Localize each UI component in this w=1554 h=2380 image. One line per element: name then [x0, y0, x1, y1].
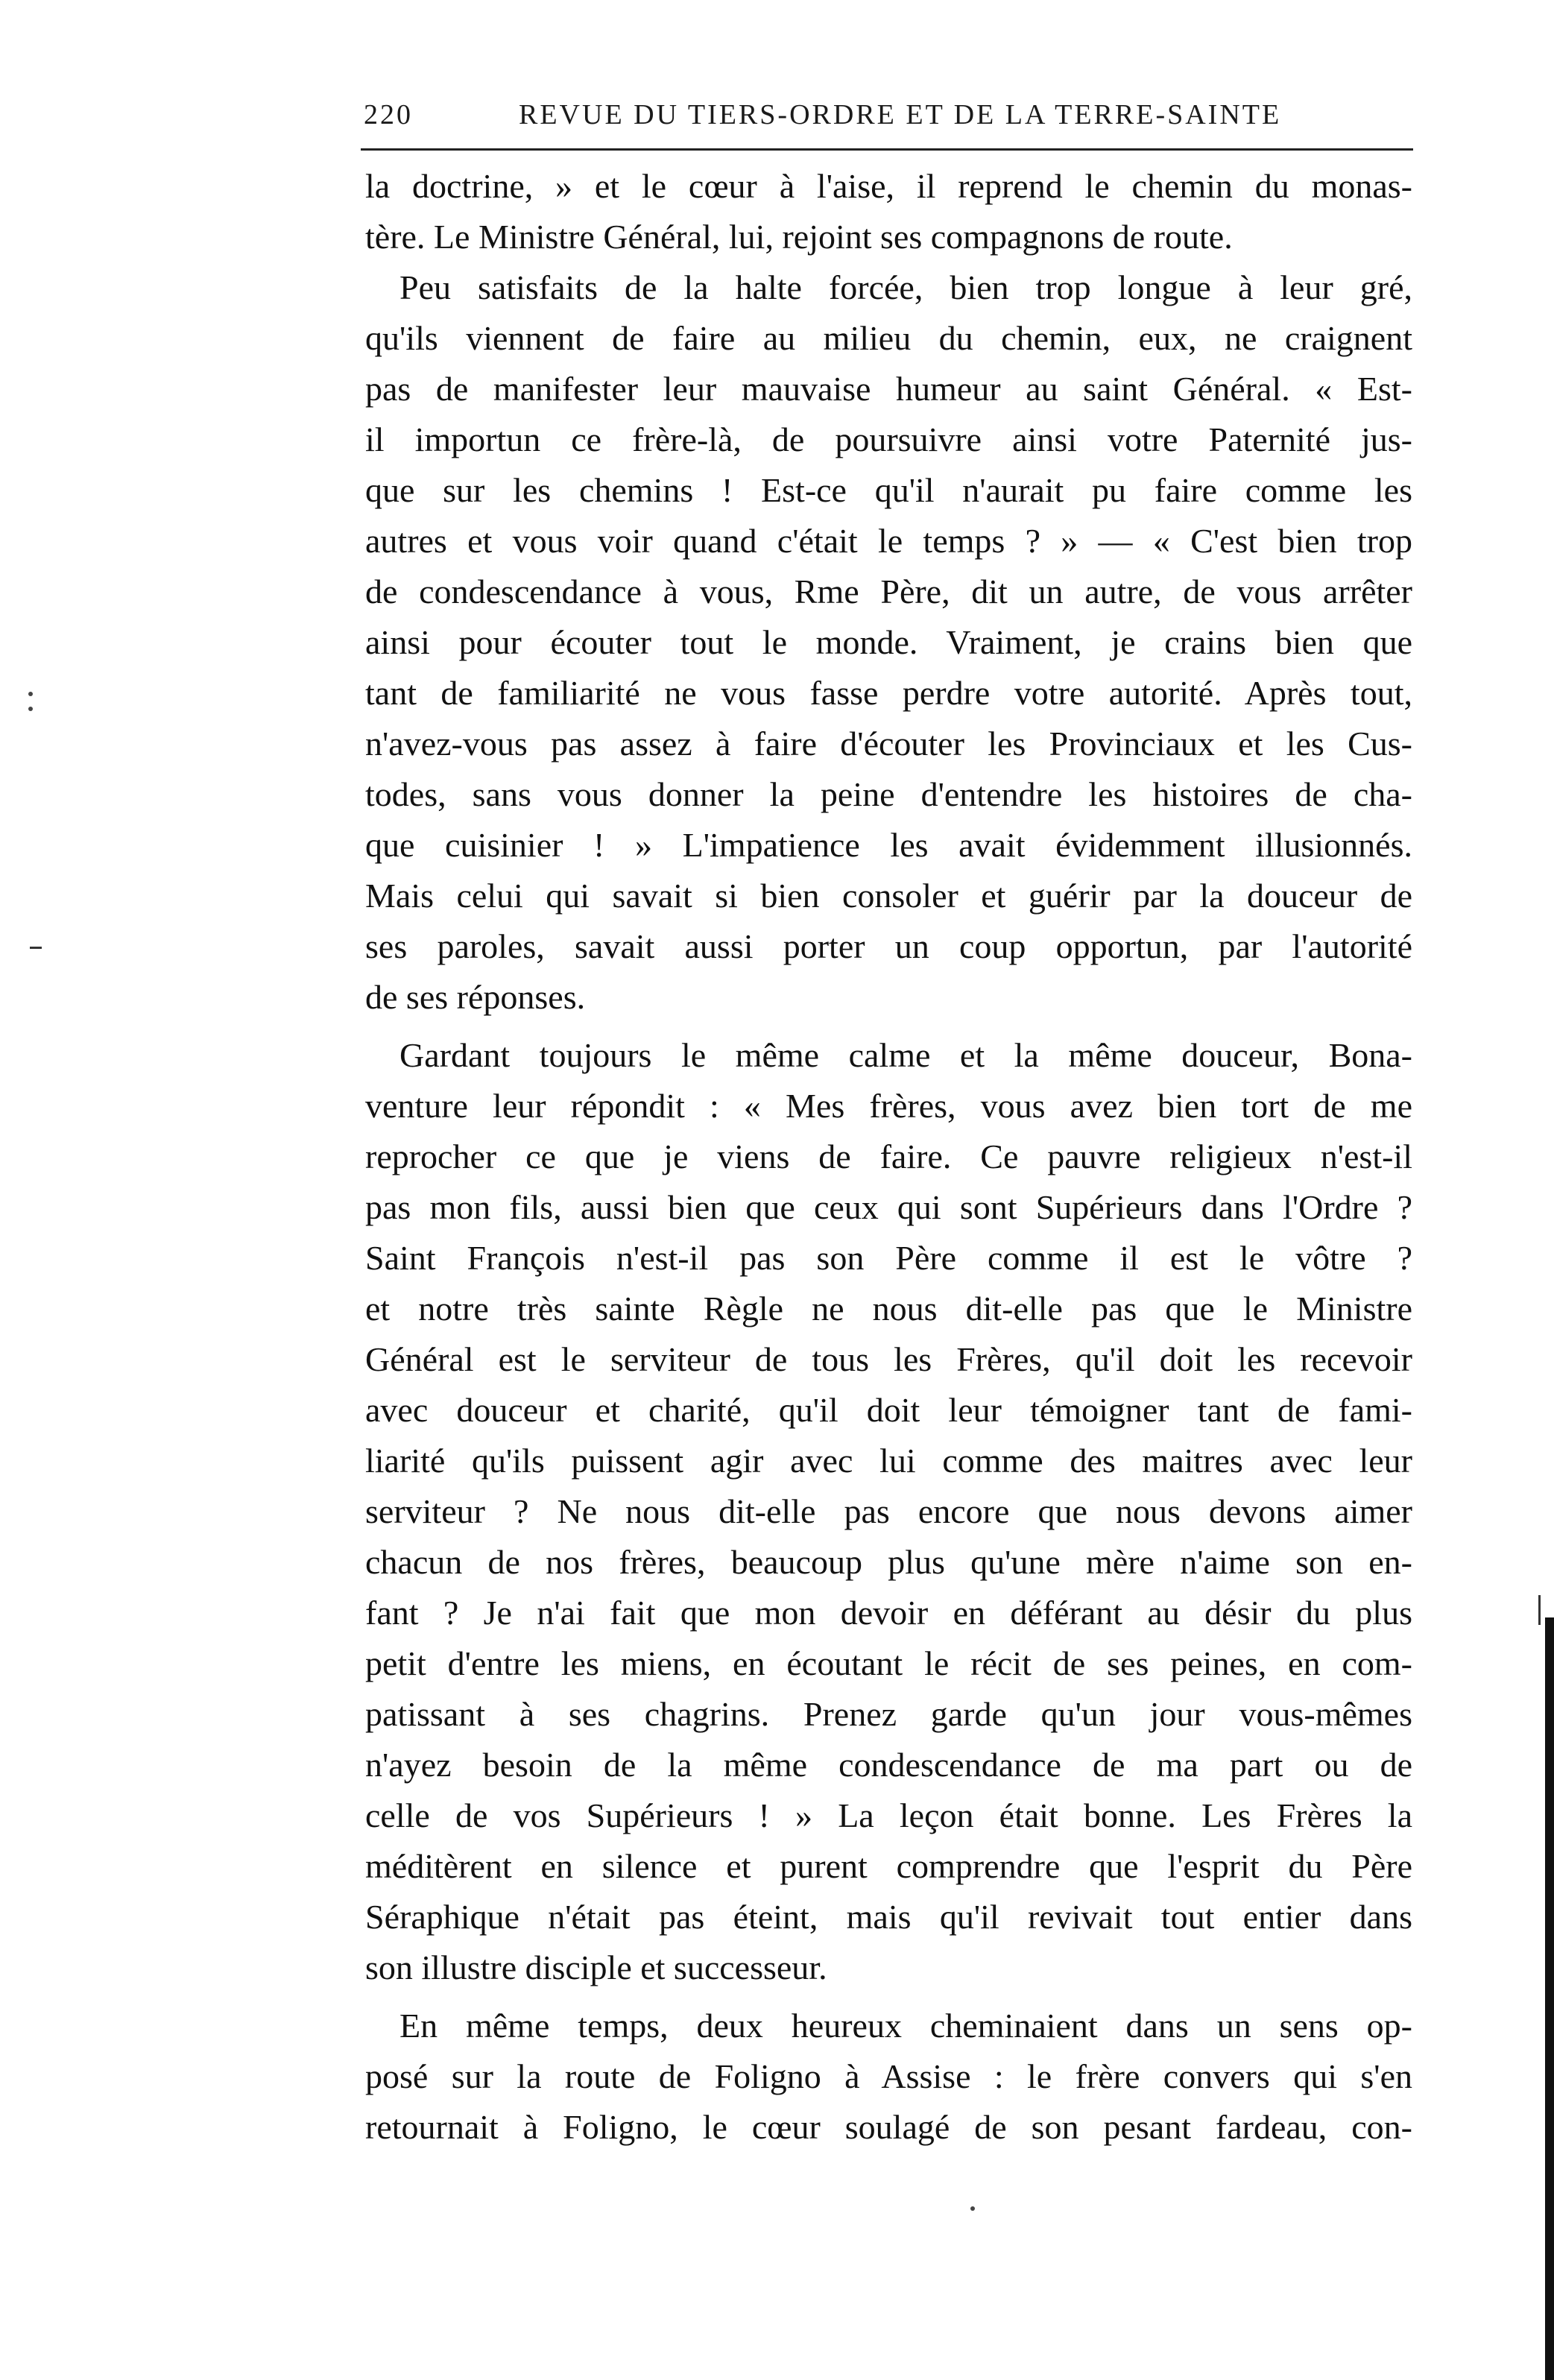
- text-line: chacun de nos frères, beaucoup plus qu'une mère n'aime son en-: [365, 1543, 1412, 1581]
- text-line: il importun ce frère-là, de poursuivre ainsi votre Paternité jus-: [365, 420, 1412, 458]
- text-line: patissant à ses chagrins. Prenez garde qu'un jour vous-mêmes: [365, 1695, 1412, 1733]
- paragraph-3: [365, 1030, 1412, 1993]
- text-line: de condescendance à vous, Rme Père, dit un autre, de vous arrêter: [365, 572, 1412, 610]
- margin-mark: [1538, 1595, 1541, 1625]
- text-line: méditèrent en silence et purent comprendre que l'esprit du Père: [365, 1847, 1412, 1885]
- text-line: fant ? Je n'ai fait que mon devoir en déférant au désir du plus: [365, 1594, 1412, 1632]
- text-line: ainsi pour écouter tout le monde. Vraiment, je crains bien que: [365, 623, 1412, 661]
- text-line: que sur les chemins ! Est-ce qu'il n'aurait pu faire comme les: [365, 471, 1412, 509]
- text-line: reprocher ce que je viens de faire. Ce pauvre religieux n'est-il: [365, 1137, 1412, 1175]
- paragraph-2: [365, 262, 1412, 1023]
- text-line: et notre très sainte Règle ne nous dit-elle pas que le Ministre: [365, 1290, 1412, 1328]
- text-line: n'avez-vous pas assez à faire d'écouter les Provinciaux et les Cus-: [365, 725, 1412, 763]
- text-line: todes, sans vous donner la peine d'entendre les histoires de cha-: [365, 775, 1412, 813]
- text-line: tant de familiarité ne vous fasse perdre votre autorité. Après tout,: [365, 674, 1412, 712]
- text-line: que cuisinier ! » L'impatience les avait évidemment illusionnés.: [365, 826, 1412, 864]
- scan-edge-bar: [1545, 1617, 1554, 2380]
- text-line: avec douceur et charité, qu'il doit leur témoigner tant de fami-: [365, 1391, 1412, 1429]
- text-line: venture leur répondit : « Mes frères, vous avez bien tort de me: [365, 1087, 1412, 1125]
- paragraph-4: [365, 2001, 1412, 2153]
- page-header: [364, 88, 1415, 133]
- text-line: posé sur la route de Foligno à Assise : le frère convers qui s'en: [365, 2057, 1412, 2095]
- text-line: Général est le serviteur de tous les Frères, qu'il doit les recevoir: [365, 1340, 1412, 1378]
- paragraph-gap: [365, 1023, 1412, 1030]
- text-line: tère. Le Ministre Général, lui, rejoint ses compagnons de route.: [365, 218, 1233, 256]
- running-title: REVUE DU TIERS-ORDRE ET DE LA TERRE-SAINTE: [519, 99, 1282, 130]
- margin-speck: [28, 707, 33, 711]
- text-line: Peu satisfaits de la halte forcée, bien trop longue à leur gré,: [399, 268, 1412, 306]
- text-line: pas de manifester leur mauvaise humeur au saint Général. « Est-: [365, 370, 1412, 408]
- text-line: autres et vous voir quand c'était le temps ? » — « C'est bien trop: [365, 522, 1412, 560]
- page-number: 220: [364, 99, 413, 130]
- text-line: la doctrine, » et le cœur à l'aise, il reprend le chemin du monas-: [365, 167, 1412, 205]
- body-text: [365, 161, 1412, 2153]
- text-line: pas mon fils, aussi bien que ceux qui sont Supérieurs dans l'Ordre ?: [365, 1188, 1412, 1226]
- margin-speck: [28, 692, 33, 696]
- text-line: ses paroles, savait aussi porter un coup opportun, par l'autorité: [365, 927, 1412, 965]
- text-line: son illustre disciple et successeur.: [365, 1948, 827, 1986]
- paragraph-1: [365, 161, 1412, 262]
- text-line: Saint François n'est-il pas son Père comme il est le vôtre ?: [365, 1239, 1412, 1277]
- text-line: retournait à Foligno, le cœur soulagé de son pesant fardeau, con-: [365, 2108, 1412, 2146]
- text-line: petit d'entre les miens, en écoutant le récit de ses peines, en com-: [365, 1644, 1412, 1682]
- text-line: serviteur ? Ne nous dit-elle pas encore que nous devons aimer: [365, 1492, 1412, 1530]
- text-line: Séraphique n'était pas éteint, mais qu'il revivait tout entier dans: [365, 1898, 1412, 1936]
- margin-speck: [970, 2206, 975, 2211]
- text-line: qu'ils viennent de faire au milieu du chemin, eux, ne craignent: [365, 319, 1412, 357]
- text-line: Gardant toujours le même calme et la même douceur, Bona-: [399, 1036, 1412, 1074]
- text-line: liarité qu'ils puissent agir avec lui comme des maitres avec leur: [365, 1442, 1412, 1480]
- text-line: Mais celui qui savait si bien consoler et guérir par la douceur de: [365, 877, 1412, 915]
- text-line: En même temps, deux heureux cheminaient dans un sens op-: [399, 2007, 1412, 2045]
- margin-speck: [30, 947, 42, 949]
- header-rule: [361, 148, 1413, 151]
- paragraph-gap: [365, 1993, 1412, 2001]
- text-line: celle de vos Supérieurs ! » La leçon était bonne. Les Frères la: [365, 1796, 1412, 1834]
- text-line: de ses réponses.: [365, 978, 586, 1016]
- text-line: n'ayez besoin de la même condescendance de ma part ou de: [365, 1746, 1412, 1784]
